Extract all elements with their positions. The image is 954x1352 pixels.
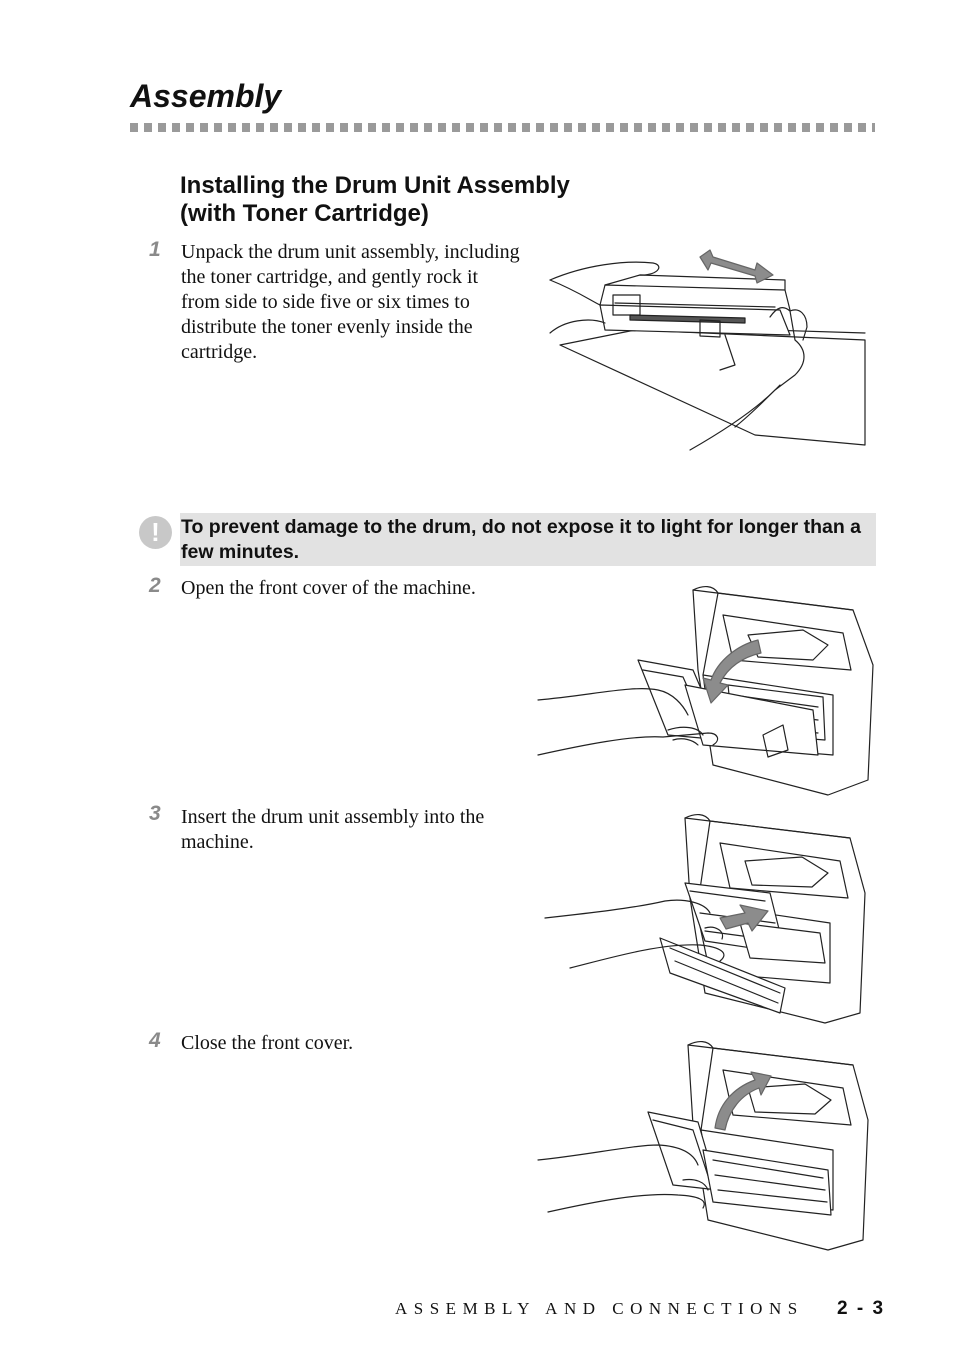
step-2-number: 2 [149,574,161,597]
open-front-cover-illustration [533,585,878,800]
section-title [180,172,570,228]
insert-drum-unit-illustration [540,813,870,1028]
footer-page-number: 2 - 3 [837,1298,886,1319]
title-dotted-rule [130,123,875,132]
step-3-number: 3 [149,802,161,825]
step-4-text: Close the front cover. [181,1032,354,1054]
caution-note-text: To prevent damage to the drum, do not expose it to light for longer than a few minutes. [181,516,861,563]
close-front-cover-illustration [533,1040,873,1255]
step-3-text: Insert the drum unit assembly into the machine. [181,806,485,853]
exclamation-icon: ! [139,516,172,549]
footer-section-name: ASSEMBLY AND CONNECTIONS [395,1299,804,1318]
section-title-line-1: Installing the Drum Unit Assembly [180,172,570,199]
rocking-drum-unit-illustration [545,245,870,455]
step-4-number: 4 [149,1029,161,1052]
step-2-text: Open the front cover of the machine. [181,577,476,599]
step-1-text: Unpack the drum unit assembly, including the toner cartridge, and gently rock it from side to side five or six times to distribute the toner evenly inside the cartridge. [181,241,520,363]
section-title-line-2: (with Toner Cartridge) [180,200,429,227]
step-1-number: 1 [149,238,161,261]
page-title: Assembly [130,78,282,114]
